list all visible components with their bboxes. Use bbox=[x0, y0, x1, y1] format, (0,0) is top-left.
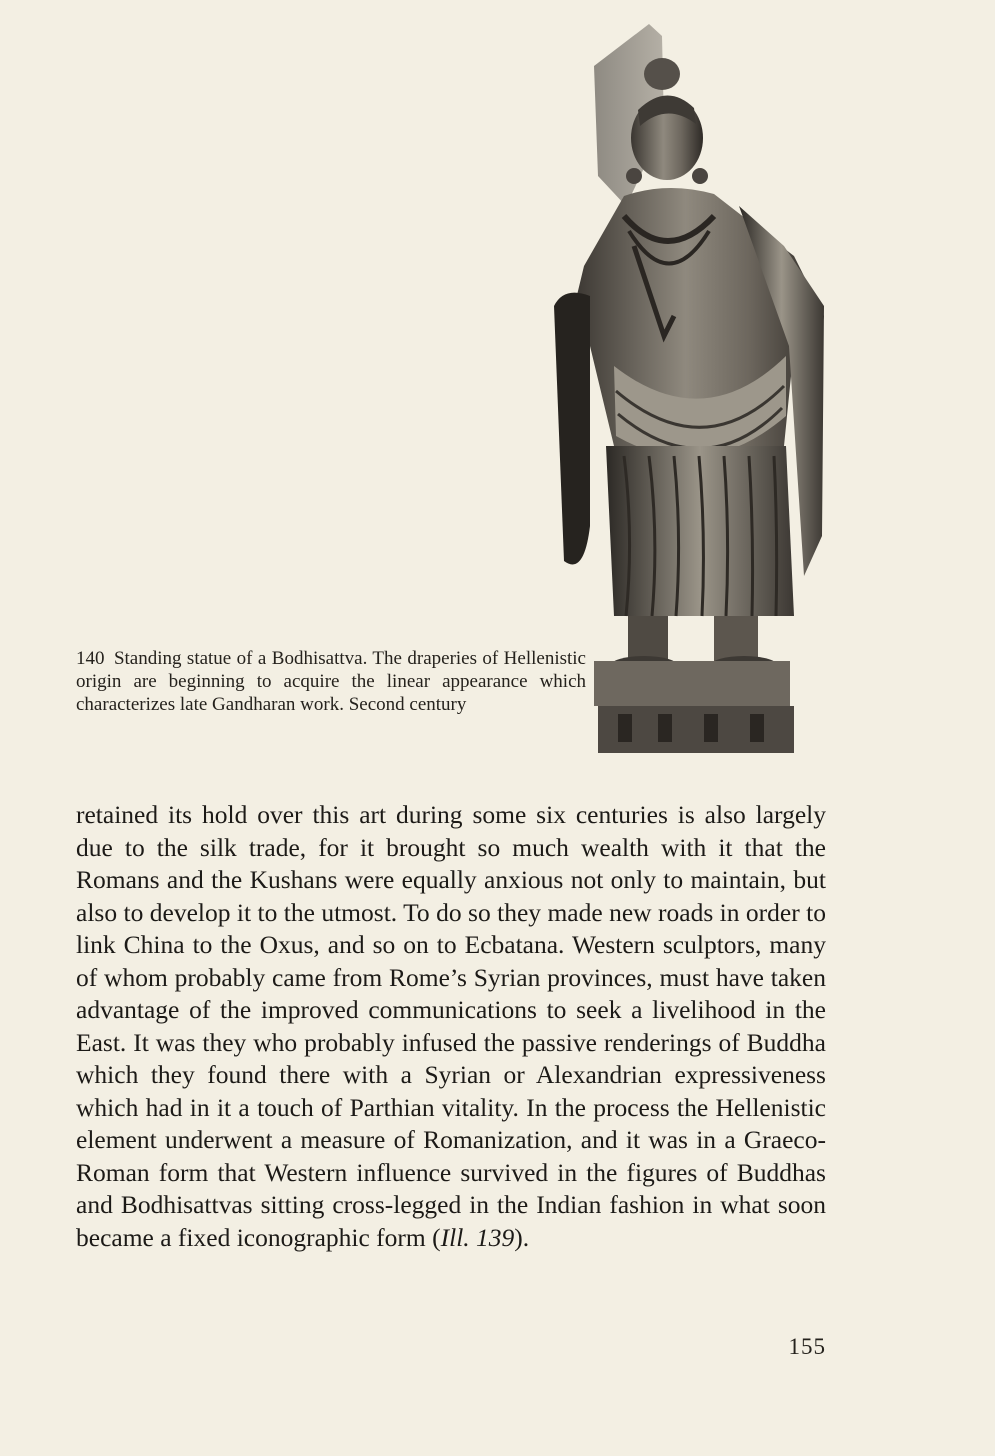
statue-pedestal bbox=[594, 661, 790, 706]
body-text-main: retained its hold over this art during some six centuries is also largely due to the silk trade, for it brought so much wealth with it that the Romans and the Kushans were equally anxious not only to maintain, but also to develop it to the utmost. To do so they made new roads in order to link China to the Oxus, and so on to Ecbatana. Western sculptors, many of whom probably came from Rome’s Syrian provinces, must have taken advantage of the improved communications to seek a livelihood in the East. It was they who probably infused the passive renderings of Buddha which they found there with a Syrian or Alexandrian expressiveness which had in it a touch of Parthian vitality. In the process the Hellenistic element underwent a measure of Romanization, and it was in a Graeco-Roman form that Western influence survived in the figures of Buddhas and Bodhisattvas sitting cross-legged in the Indian fashion in what soon became a fixed iconographic form ( bbox=[76, 800, 826, 1252]
illustration-reference: Ill. 139 bbox=[440, 1222, 515, 1252]
bodhisattva-statue-photo bbox=[554, 16, 844, 753]
figure-caption bbox=[76, 647, 586, 716]
figure-number: 140 bbox=[76, 648, 105, 669]
body-text-end: ). bbox=[514, 1222, 530, 1252]
page-number: 155 bbox=[788, 1334, 826, 1359]
statue-image bbox=[554, 16, 844, 753]
body-paragraph bbox=[76, 799, 826, 1254]
figure-caption-text: Standing statue of a Bodhisattva. The draperies of Hellenistic origin are beginning to acquire the linear appearance which characterizes late Gandharan work. Second century bbox=[76, 648, 586, 715]
